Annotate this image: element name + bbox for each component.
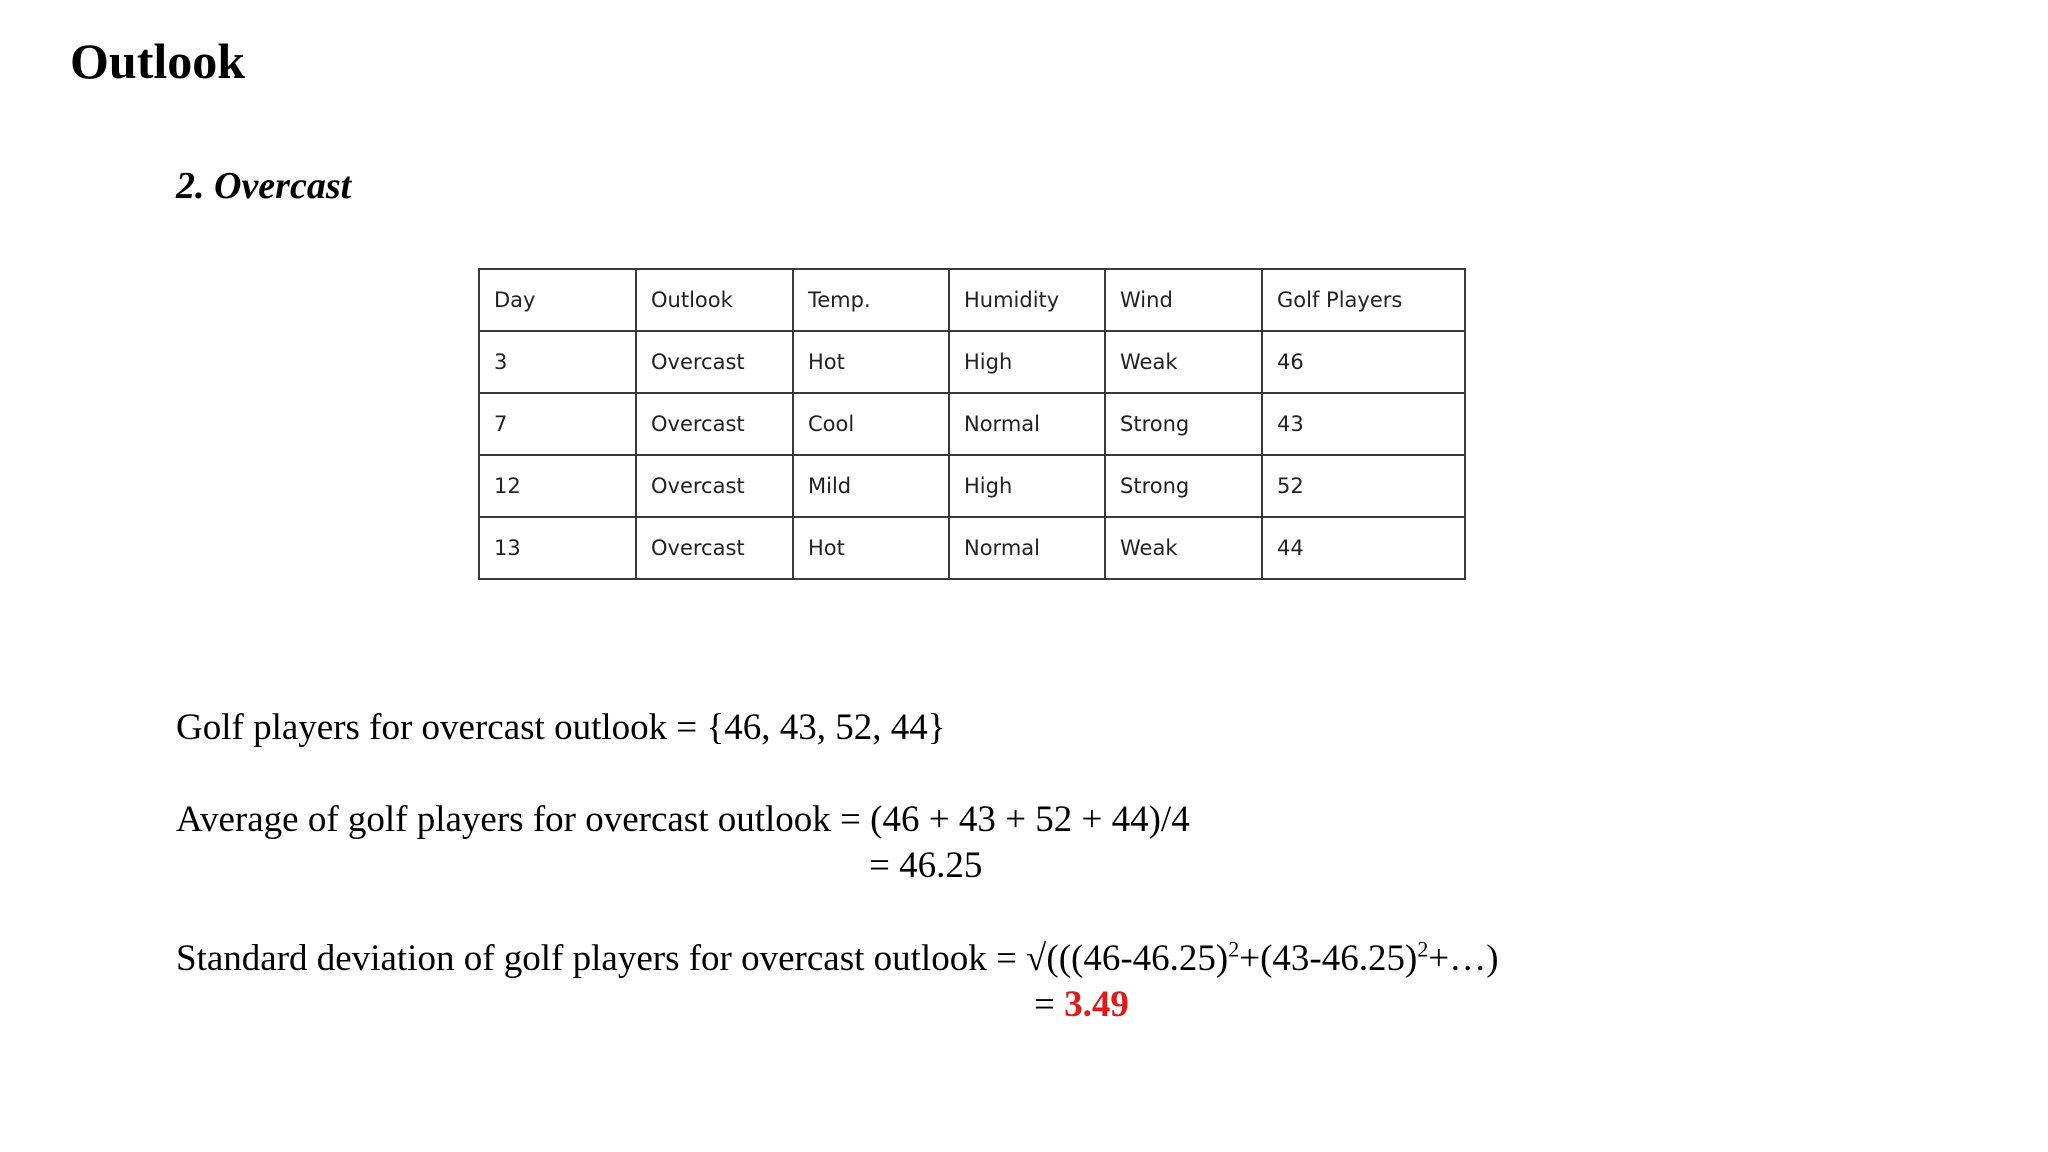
cell-day: 3 xyxy=(479,331,636,393)
table-row xyxy=(479,393,1465,455)
cell-golf-players: 43 xyxy=(1262,393,1465,455)
cell-humidity: High xyxy=(949,331,1105,393)
cell-day: 7 xyxy=(479,393,636,455)
table-row xyxy=(479,331,1465,393)
overcast-data-table xyxy=(478,268,1466,580)
cell-golf-players: 46 xyxy=(1262,331,1465,393)
players-set-line: Golf players for overcast outlook = {46, 43, 52, 44} xyxy=(176,707,946,748)
square-exponent: 2 xyxy=(1417,936,1429,962)
stddev-result-equals: = xyxy=(1034,984,1065,1025)
square-exponent: 2 xyxy=(1228,936,1240,962)
header-wind: Wind xyxy=(1105,269,1262,331)
cell-outlook: Overcast xyxy=(636,517,793,579)
slide-title: Outlook xyxy=(70,33,246,89)
cell-wind: Strong xyxy=(1105,455,1262,517)
table-row xyxy=(479,455,1465,517)
header-temp: Temp. xyxy=(793,269,949,331)
cell-temp: Hot xyxy=(793,517,949,579)
cell-outlook: Overcast xyxy=(636,331,793,393)
cell-humidity: Normal xyxy=(949,393,1105,455)
cell-temp: Mild xyxy=(793,455,949,517)
header-outlook: Outlook xyxy=(636,269,793,331)
stddev-result-value: 3.49 xyxy=(1064,984,1129,1025)
average-result-line: = 46.25 xyxy=(869,845,983,886)
section-heading: 2. Overcast xyxy=(176,165,352,207)
cell-humidity: Normal xyxy=(949,517,1105,579)
stddev-formula-suffix: +…) xyxy=(1428,938,1499,979)
cell-outlook: Overcast xyxy=(636,455,793,517)
average-formula-line: Average of golf players for overcast outlook = (46 + 43 + 52 + 44)/4 xyxy=(176,799,1190,840)
cell-outlook: Overcast xyxy=(636,393,793,455)
header-day: Day xyxy=(479,269,636,331)
header-golf-players: Golf Players xyxy=(1262,269,1465,331)
stddev-formula-prefix: Standard deviation of golf players for overcast outlook = √(((46-46.25) xyxy=(176,938,1229,979)
stddev-result-line xyxy=(1034,983,1129,1027)
table-row xyxy=(479,517,1465,579)
cell-temp: Hot xyxy=(793,331,949,393)
cell-golf-players: 52 xyxy=(1262,455,1465,517)
header-humidity: Humidity xyxy=(949,269,1105,331)
cell-wind: Weak xyxy=(1105,331,1262,393)
table-header-row xyxy=(479,269,1465,331)
stddev-formula-line xyxy=(176,937,1499,981)
cell-wind: Weak xyxy=(1105,517,1262,579)
cell-day: 12 xyxy=(479,455,636,517)
cell-humidity: High xyxy=(949,455,1105,517)
cell-temp: Cool xyxy=(793,393,949,455)
cell-day: 13 xyxy=(479,517,636,579)
cell-golf-players: 44 xyxy=(1262,517,1465,579)
cell-wind: Strong xyxy=(1105,393,1262,455)
stddev-formula-middle: +(43-46.25) xyxy=(1239,938,1418,979)
